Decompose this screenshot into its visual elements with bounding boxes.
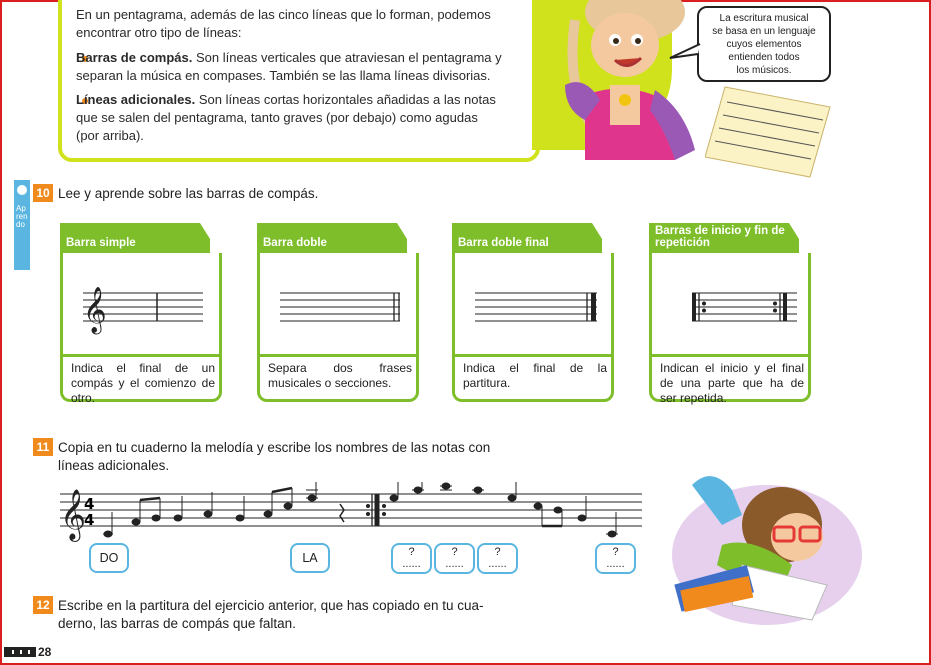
info-box (58, 0, 540, 162)
card-description: Indica el final de la partitura. (463, 361, 607, 390)
bullet-2-line-3: (por arriba). (76, 128, 144, 143)
side-tab-label: Aprendo (16, 204, 28, 229)
answer-question-mark: ? (612, 546, 619, 558)
girl-character-illustration (555, 0, 715, 170)
exercise-10-number: 10 (33, 184, 53, 202)
staff-simple-bar (83, 278, 208, 338)
bullet-1-text: Son líneas verticales que atraviesan el pentagrama y (195, 50, 502, 65)
speech-line-4: entienden todos (728, 51, 800, 63)
card-description: Indican el inicio y el final de una parte que ha de ser repetida. (660, 361, 804, 405)
card-description: Separa dos frases musicales o secciones. (268, 361, 412, 390)
exercise-11-line-1: Copia en tu cuaderno la melodía y escribe los nombres de las notas con (58, 440, 491, 455)
exercise-12-line-2: derno, las barras de compás que faltan. (58, 616, 296, 631)
bullet-2-line-2: que se salen del pentagrama, tanto graves (por debajo) como agudas (76, 110, 478, 125)
answer-box-blank[interactable] (477, 543, 518, 574)
melody-staff (60, 482, 645, 542)
answer-box-blank[interactable] (434, 543, 475, 574)
treble-clef: 𝄞 (60, 489, 87, 540)
card-barra-simple (60, 223, 220, 405)
card-body (649, 253, 811, 405)
speech-bubble (697, 6, 831, 82)
page-ornament (4, 647, 36, 657)
speech-line-5: los músicos. (736, 64, 792, 76)
card-divider (455, 354, 611, 357)
exercise-11-number: 11 (33, 438, 53, 456)
speech-line-1: La escritura musical (719, 12, 809, 24)
speech-line-3: cuyos elementos (726, 38, 802, 50)
card-barras-repeticion (649, 223, 809, 405)
card-barra-doble-final (452, 223, 612, 401)
card-title: Barra doble final (458, 237, 549, 249)
answer-question-mark: ? (494, 546, 501, 558)
exercise-11-line-2: líneas adicionales. (58, 458, 170, 473)
staff-double-bar (280, 278, 405, 338)
bullet-1-line-2: separan la música en compases. También se las llama líneas divisorias. (76, 68, 491, 83)
bullet-1-term: Barras de compás. (76, 50, 193, 65)
speech-bubble-tail (668, 40, 702, 62)
card-title: Barra doble (263, 237, 327, 249)
page-number: 28 (38, 645, 52, 659)
answer-dots: ...... (606, 558, 625, 570)
svg-text:𝄞: 𝄞 (83, 287, 107, 333)
staff-final-bar (475, 278, 600, 338)
answer-box-blank[interactable] (595, 543, 636, 574)
card-title: Barras de inicio y fin de repetición (655, 225, 785, 249)
card-body (257, 253, 419, 402)
girl-reading-illustration (662, 455, 862, 630)
bullet-2-text: Son líneas cortas horizontales añadidas a las notas (198, 92, 496, 107)
sheet-music-illustration (705, 82, 833, 180)
answer-box-la: LA (290, 543, 330, 573)
answer-box-blank[interactable] (391, 543, 432, 574)
staff-repeat-end (772, 278, 812, 338)
side-tab (14, 180, 30, 270)
card-body (452, 253, 614, 402)
card-barra-doble (257, 223, 417, 401)
exercise-12-number: 12 (33, 596, 53, 614)
answer-dots: ...... (445, 558, 464, 570)
bullet-2-line-1 (76, 91, 496, 109)
card-title: Barra simple (66, 237, 136, 249)
bullet-1-line-1 (76, 49, 502, 67)
card-divider (652, 354, 808, 357)
info-intro-line-1: En un pentagrama, además de las cinco líneas que lo forman, podemos (76, 7, 491, 22)
card-description: Indica el final de un compás y el comienzo de otro. (71, 361, 215, 405)
speech-line-2: se basa en un lenguaje (712, 25, 816, 37)
bullet-2-term: Líneas adicionales. (76, 92, 196, 107)
card-divider (260, 354, 416, 357)
card-divider (63, 354, 219, 357)
answer-dots: ...... (488, 558, 507, 570)
answer-question-mark: ? (408, 546, 415, 558)
info-intro-line-2: encontrar otro tipo de líneas: (76, 25, 242, 40)
time-signature-top: 4 (84, 495, 95, 513)
exercise-10-instruction: Lee y aprende sobre las barras de compás. (58, 186, 319, 201)
exercise-12-line-1: Escribe en la partitura del ejercicio anterior, que has copiado en tu cua- (58, 598, 484, 613)
time-signature-bottom: 4 (84, 511, 95, 529)
answer-dots: ...... (402, 558, 421, 570)
answer-box-do: DO (89, 543, 129, 573)
card-body (60, 253, 222, 405)
answer-question-mark: ? (451, 546, 458, 558)
